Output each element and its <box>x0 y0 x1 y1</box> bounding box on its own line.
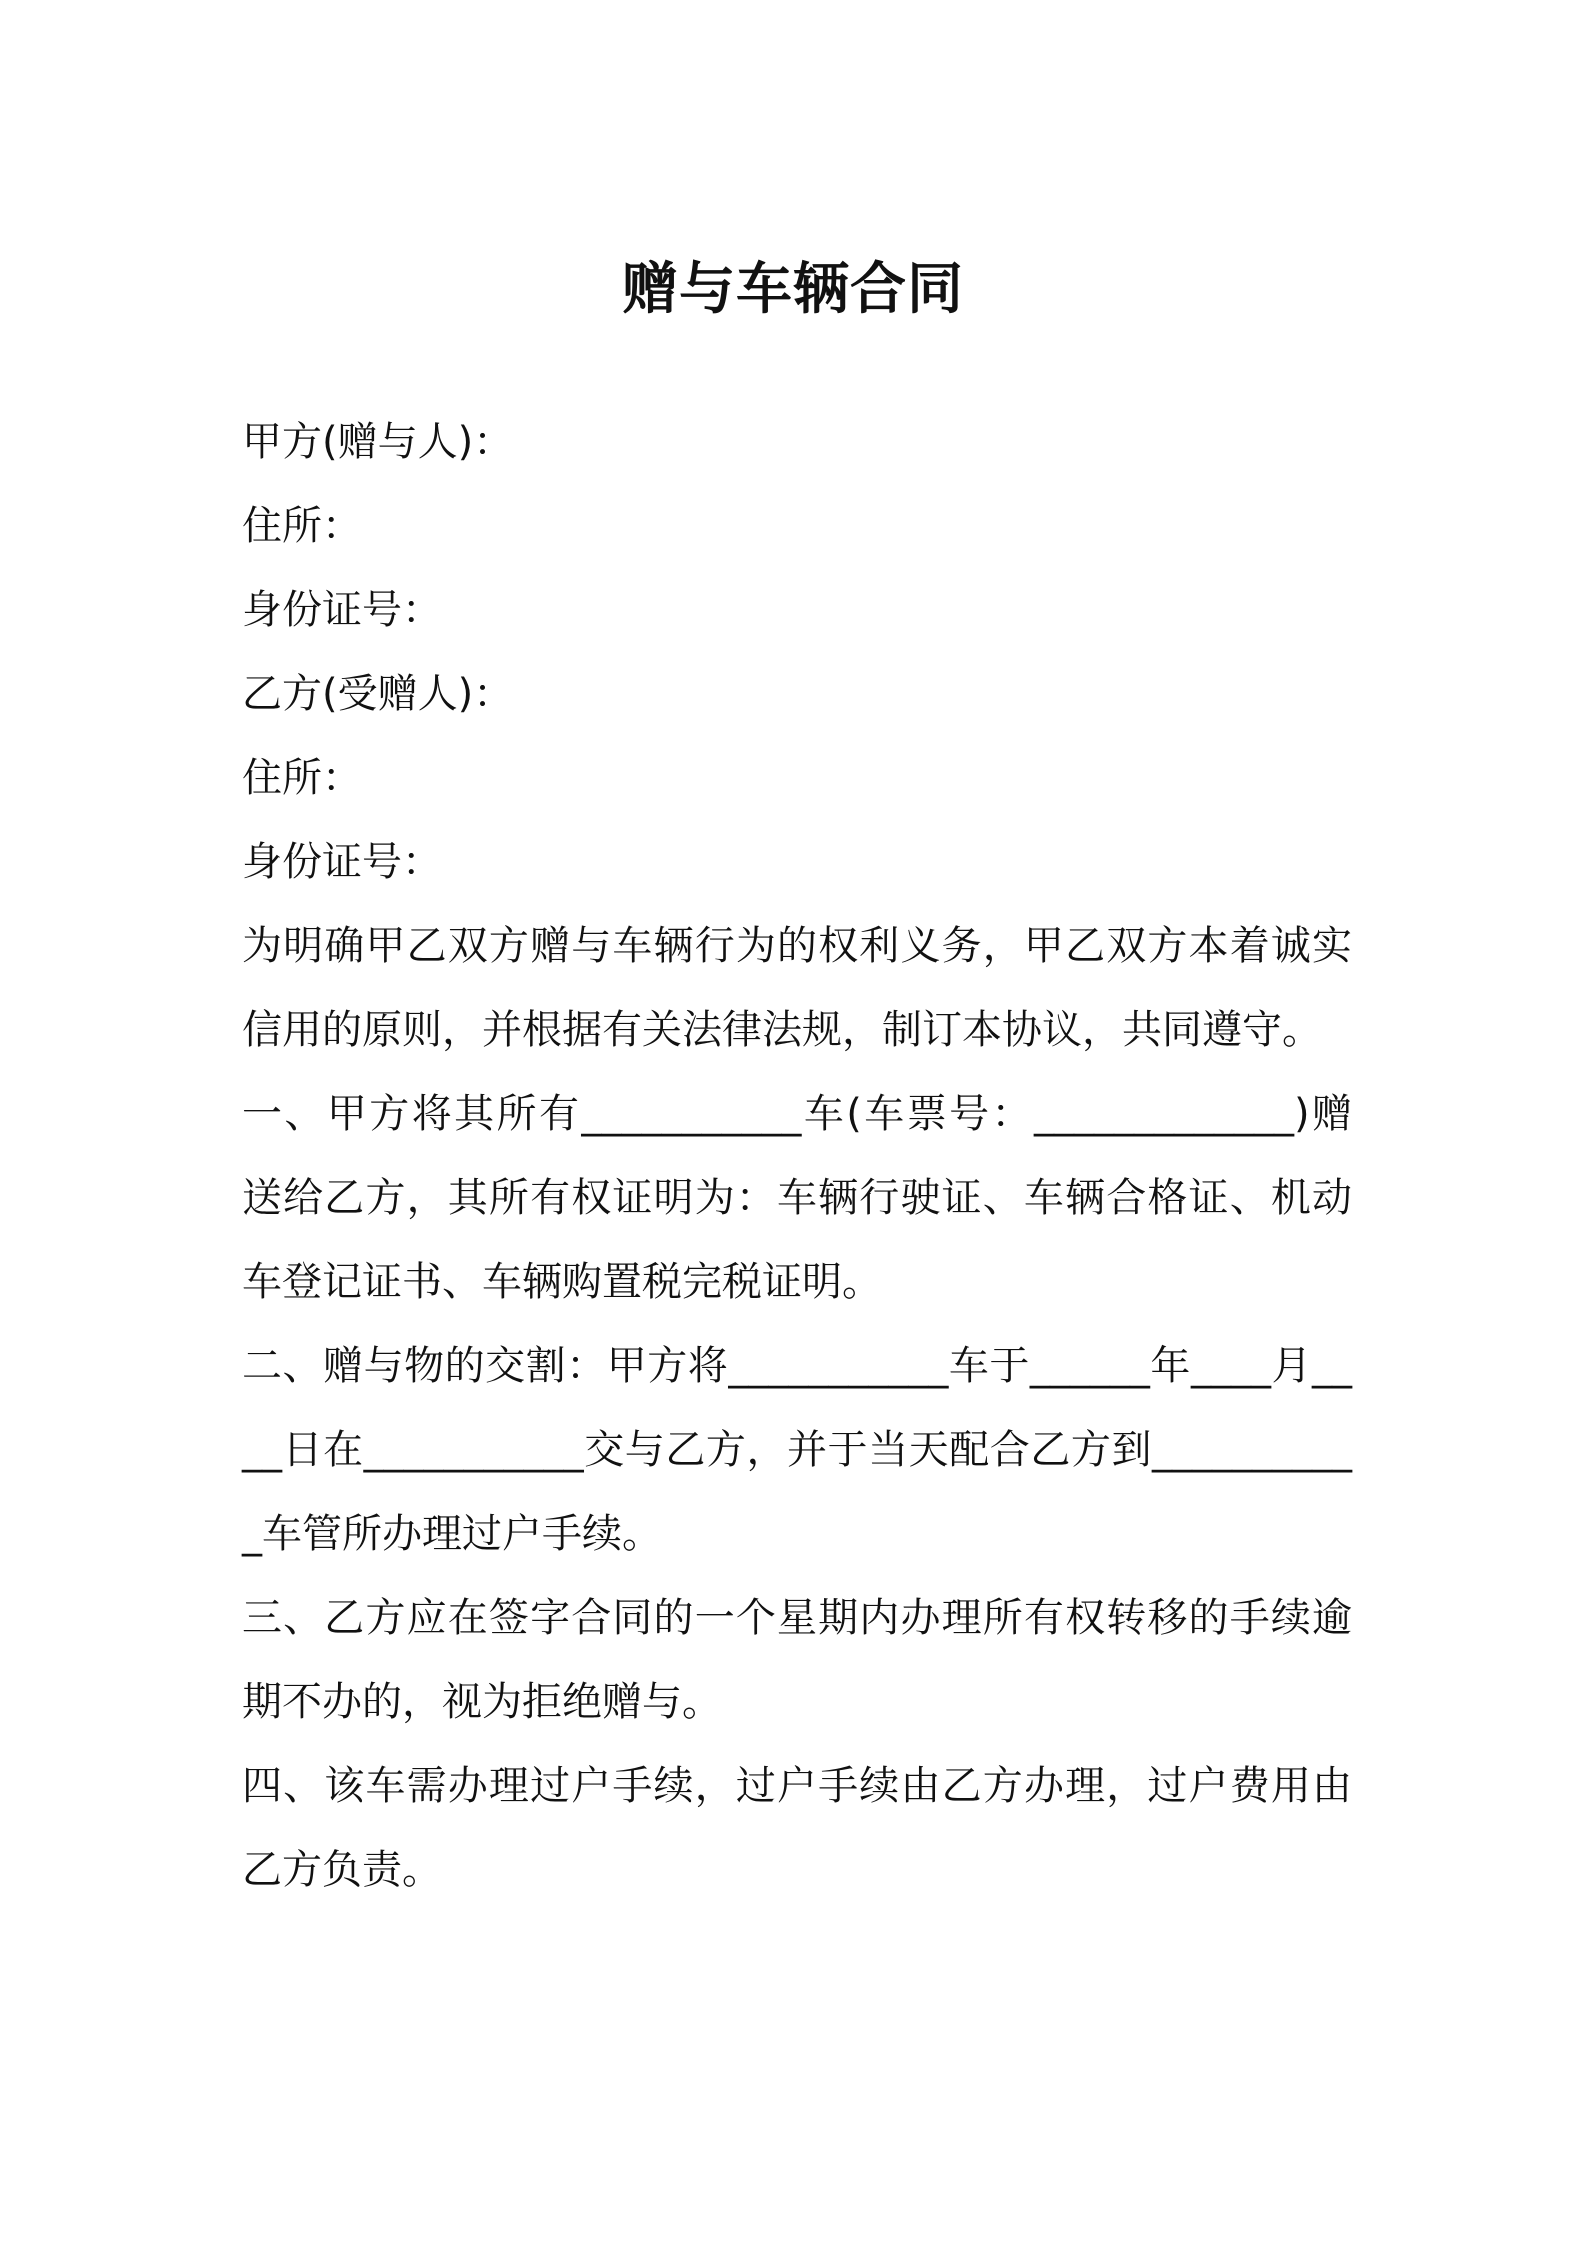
document-body <box>242 400 1352 1912</box>
clause-1: 一、甲方将其所有___________车(车票号：_____________)赠送给乙方，其所有权证明为：车辆行驶证、车辆合格证、机动车登记证书、车辆购置税完税证明。 <box>242 1091 1352 1305</box>
clause-3: 三、乙方应在签字合同的一个星期内办理所有权转移的手续逾期不办的，视为拒绝赠与。 <box>242 1595 1352 1725</box>
party-b-label: 乙方(受赠人)： <box>242 671 514 717</box>
party-a-address: 住所： <box>242 503 362 549</box>
clause-2: 二、赠与物的交割：甲方将___________车于______年____月____日在___________交与乙方，并于当天配合乙方到___________车管所办理过户手续。 <box>242 1343 1352 1557</box>
preamble-paragraph: 为明确甲乙双方赠与车辆行为的权利义务，甲乙双方本着诚实信用的原则，并根据有关法律法规，制订本协议，共同遵守。 <box>242 923 1352 1053</box>
party-b-address: 住所： <box>242 755 362 801</box>
party-a-label: 甲方(赠与人)： <box>242 419 514 465</box>
party-a-id: 身份证号： <box>242 587 442 633</box>
clause-4: 四、该车需办理过户手续，过户手续由乙方办理，过户费用由乙方负责。 <box>242 1763 1352 1893</box>
party-b-id: 身份证号： <box>242 839 442 885</box>
document-title: 赠与车辆合同 <box>622 257 964 322</box>
